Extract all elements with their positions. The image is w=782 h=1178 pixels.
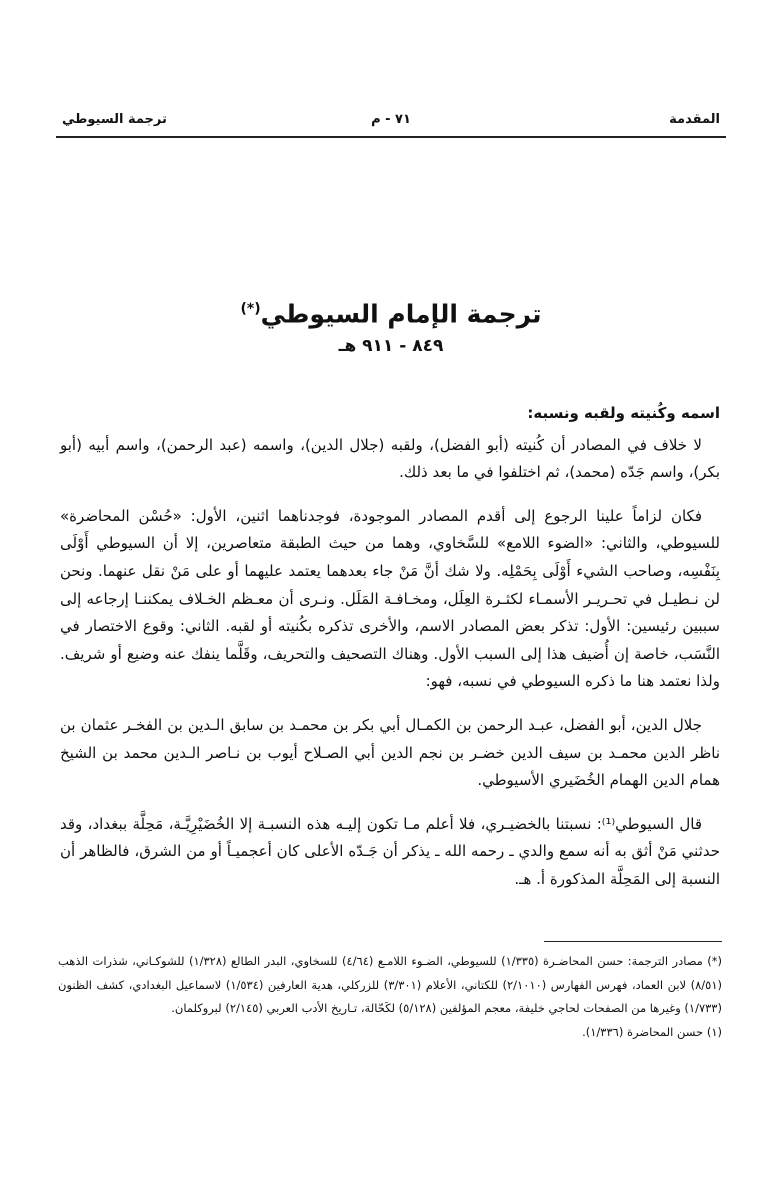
footnote-sources: (*) مصادر الترجمة: حسن المحاضـرة (١/٣٣٥) للسيوطي، الضـوء اللامـع (٤/٦٤) للسخاوي، البدر الطالع (١/٣٢٨) للشوكـاني، شذرات الذهب (٨/٥١) لابن العماد، فهرس الفهارس (٢/١٠١٠) للكتاني، الأعلام (٣/٣٠١) للزركلي، هدية العارفين (١/٥٣٤) لاسماعيل البغدادي، كشف الظنون (١/٧٣٣) وغيرها من الصفحات لحاجي خليفة، معجم المؤلفين (٥/١٢٨) لكَحّالة، تـاريخ الأدب العربي (٢/١٤٥) لبروكلمان. — [58, 954, 723, 1015]
chapter-title-text: ترجمة الإمام السيوطي — [260, 299, 542, 329]
paragraph-sources: فكان لزاماً علينا الرجوع إلى أقدم المصادر الموجودة، فوجدناهما اثنين، الأول: «حُسْن المحاضرة» للسيوطي، والثاني: «الضوء اللامع» للسَّخاوي، وهما من حيث الطبقة متعاصرين، إلا أن السيوطي أَوْلَى بِنَفْسِه، وصاحب الشيء أَوْلَى بِحَمْلِه. ولا شك أنَّ مَنْ جاء بعدهما يعتمد عليهما أو على مَنْ نقل عنهما. ونحن لن نـطيـل في تحـريـر الأسمـاء لكثـرة العِلَل، ومخـافـة المَلَل. ونـرى أن معـظم الخـلاف يمكننـا إرجاعه إلى سببين رئيسين: الأول: تذكر بعض المصادر الاسم، والأخرى تذكره بكُنيته أو لقبه. الثاني: وقوع الاختصار في النَّسَب، خاصة إن أُضيف هذا إلى السبب الأول. وهناك التصحيف والتحريف، وقَلَّما ينفك عنه وضيع أو شريف. ولذا نعتمد هنا ما ذكره السيوطي في نسبه، فهو: — [60, 506, 720, 691]
chapter-title-block — [56, 292, 726, 359]
chapter-title — [56, 292, 726, 331]
header-book-title: ترجمة السيوطي — [62, 112, 167, 127]
section-heading: اسمه وكُنيته ولقبه ونسبه: — [527, 404, 720, 422]
body-text — [60, 400, 720, 894]
paragraph-lineage: جلال الدين، أبو الفضل، عبـد الرحمن بن الكمـال أبي بكر بن محمـد بن سابق الـدين بن الفخـر عثمان بن ناظر الدين محمـد بن سيف الدين خضـر بن نجم الدين أبي الصـلاح أيوب بن نـاصر الـدين محمد بن الشيخ همام الدين الهمام الخُضَيري الأسيوطي. — [60, 715, 720, 790]
paragraph-nisba: قال السيوطي⁽¹⁾: نسبتنا بالخضيـري، فلا أعلم مـا تكون إليـه هذه النسبـة إلا الخُضَيْرِيَّـة، مَحِلَّة ببغداد، وقد حدثني مَنْ أثق به أنه سمع والدي ـ رحمه الله ـ يذكر أن جَـدّه الأعلى كان أعجميـاً أو من الشرق، فالظاهر أن النسبة إلى المَحِلَّة المذكورة أ. هـ. — [60, 814, 720, 888]
footnotes — [58, 950, 722, 1044]
header-section-title: المقدمة — [669, 112, 720, 127]
footnote-marker: (*) — [240, 301, 261, 317]
footnote-divider — [544, 941, 722, 942]
header-divider — [56, 136, 726, 138]
chapter-years: ٨٤٩ - ٩١١ هـ — [338, 336, 444, 357]
running-header — [62, 112, 720, 134]
page-number: ٧١ - م — [371, 112, 411, 127]
paragraph-name-agreement: لا خلاف في المصادر أن كُنيته (أبو الفضل)، ولقبه (جلال الدين)، واسمه (عبد الرحمن)، واسم أبيه (أبو بكر)، واسم جَدّه (محمد)، ثم اختلفوا في ما بعد ذلك. — [60, 435, 720, 482]
footnote-1: (١) حسن المحاضرة (١/٣٣٦). — [582, 1024, 722, 1039]
